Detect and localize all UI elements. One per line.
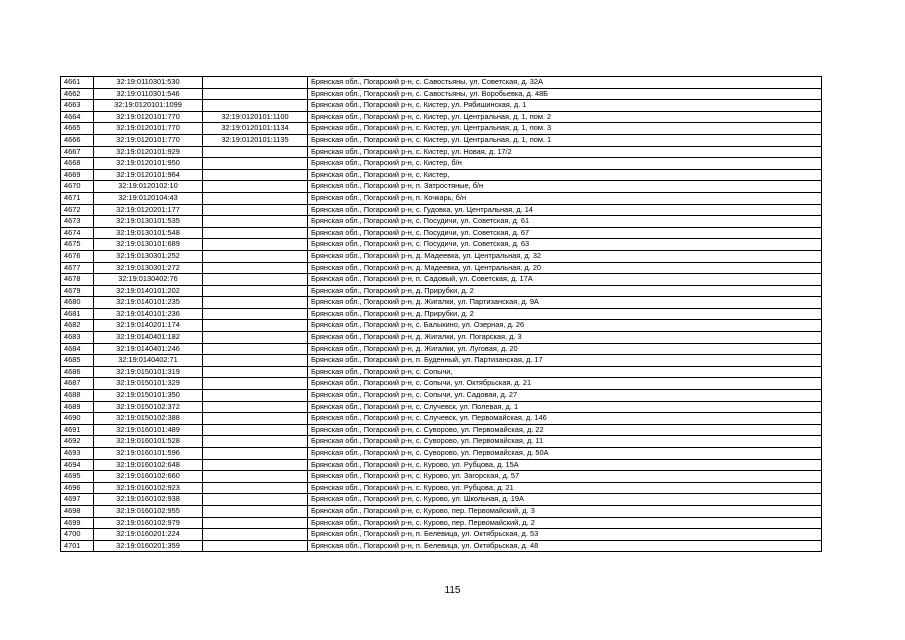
table-row	[61, 192, 822, 204]
row-number-cell: 4697	[61, 494, 94, 506]
table-row	[61, 227, 822, 239]
premises-number-cell	[203, 424, 308, 436]
table-row	[61, 169, 822, 181]
table-row	[61, 111, 822, 123]
cadastral-number-cell: 32:19:0120101:964	[94, 169, 203, 181]
row-number-cell: 4679	[61, 285, 94, 297]
row-number-cell: 4674	[61, 227, 94, 239]
table-row	[61, 297, 822, 309]
row-number-cell: 4690	[61, 413, 94, 425]
row-number-cell: 4681	[61, 308, 94, 320]
address-cell: Брянская обл., Погарский р-н, с. Кистер, ул. Центральная, д. 1, пом. 3	[308, 123, 822, 135]
cadastral-number-cell: 32:19:0140101:236	[94, 308, 203, 320]
row-number-cell: 4680	[61, 297, 94, 309]
table-row	[61, 401, 822, 413]
premises-number-cell	[203, 517, 308, 529]
address-cell: Брянская обл., Погарский р-н, д. Прирубки, д. 2	[308, 308, 822, 320]
table-row	[61, 134, 822, 146]
premises-number-cell	[203, 448, 308, 460]
row-number-cell: 4668	[61, 158, 94, 170]
cadastral-number-cell: 32:19:0160201:359	[94, 540, 203, 552]
premises-number-cell	[203, 250, 308, 262]
cadastral-number-cell: 32:19:0140402:71	[94, 355, 203, 367]
cadastral-table	[60, 76, 822, 552]
row-number-cell: 4695	[61, 471, 94, 483]
cadastral-number-cell: 32:19:0110301:530	[94, 77, 203, 89]
table-row	[61, 181, 822, 193]
premises-number-cell	[203, 227, 308, 239]
table-row	[61, 390, 822, 402]
address-cell: Брянская обл., Погарский р-н, д. Жигалки, ул. Погарская, д. 3	[308, 332, 822, 344]
cadastral-number-cell: 32:19:0150101:329	[94, 378, 203, 390]
table-row	[61, 158, 822, 170]
table-row	[61, 343, 822, 355]
row-number-cell: 4676	[61, 250, 94, 262]
premises-number-cell	[203, 494, 308, 506]
row-number-cell: 4693	[61, 448, 94, 460]
table-row	[61, 308, 822, 320]
row-number-cell: 4661	[61, 77, 94, 89]
row-number-cell: 4700	[61, 529, 94, 541]
address-cell: Брянская обл., Погарский р-н, д. Жигалки, ул. Луговая, д. 20	[308, 343, 822, 355]
table-row	[61, 448, 822, 460]
address-cell: Брянская обл., Погарский р-н, с. Савостьяны, ул. Советская, д. 32А	[308, 77, 822, 89]
row-number-cell: 4671	[61, 192, 94, 204]
row-number-cell: 4675	[61, 239, 94, 251]
premises-number-cell	[203, 355, 308, 367]
cadastral-number-cell: 32:19:0140201:174	[94, 320, 203, 332]
address-cell: Брянская обл., Погарский р-н, с. Курово, пер. Первомайский, д. 3	[308, 505, 822, 517]
cadastral-number-cell: 32:19:0140101:235	[94, 297, 203, 309]
page-number: 115	[444, 585, 461, 596]
table-row	[61, 320, 822, 332]
cadastral-number-cell: 32:19:0150102:388	[94, 413, 203, 425]
table-body	[61, 77, 822, 552]
cadastral-number-cell: 32:19:0120104:43	[94, 192, 203, 204]
address-cell: Брянская обл., Погарский р-н, п. Белевица, ул. Октябрьская, д. 48	[308, 540, 822, 552]
cadastral-number-cell: 32:19:0120102:10	[94, 181, 203, 193]
row-number-cell: 4664	[61, 111, 94, 123]
premises-number-cell	[203, 158, 308, 170]
row-number-cell: 4701	[61, 540, 94, 552]
premises-number-cell	[203, 216, 308, 228]
cadastral-number-cell: 32:19:0120201:177	[94, 204, 203, 216]
address-cell: Брянская обл., Погарский р-н, с. Кистер, ул. Центральная, д. 1, пом. 1	[308, 134, 822, 146]
premises-number-cell	[203, 343, 308, 355]
cadastral-number-cell: 32:19:0120101:770	[94, 134, 203, 146]
table-row	[61, 332, 822, 344]
premises-number-cell	[203, 169, 308, 181]
table-row	[61, 88, 822, 100]
address-cell: Брянская обл., Погарский р-н, с. Сопычи, ул. Садовая, д. 27	[308, 390, 822, 402]
cadastral-number-cell: 32:19:0160102:923	[94, 482, 203, 494]
address-cell: Брянская обл., Погарский р-н, д. Прирубки, д. 2	[308, 285, 822, 297]
row-number-cell: 4685	[61, 355, 94, 367]
address-cell: Брянская обл., Погарский р-н, с. Кистер, ул. Центральная, д. 1, пом. 2	[308, 111, 822, 123]
row-number-cell: 4686	[61, 366, 94, 378]
address-cell: Брянская обл., Погарский р-н, с. Кистер,	[308, 169, 822, 181]
table-row	[61, 123, 822, 135]
premises-number-cell	[203, 181, 308, 193]
premises-number-cell: 32:19:0120101:1100	[203, 111, 308, 123]
address-cell: Брянская обл., Погарский р-н, с. Курово, ул. Загорская, д. 57	[308, 471, 822, 483]
address-cell: Брянская обл., Погарский р-н, п. Кочкарь, б/н	[308, 192, 822, 204]
row-number-cell: 4662	[61, 88, 94, 100]
table-row	[61, 413, 822, 425]
table-row	[61, 239, 822, 251]
cadastral-number-cell: 32:19:0160102:979	[94, 517, 203, 529]
table-row	[61, 436, 822, 448]
premises-number-cell: 32:19:0120101:1135	[203, 134, 308, 146]
premises-number-cell	[203, 529, 308, 541]
table-row	[61, 424, 822, 436]
cadastral-number-cell: 32:19:0160102:955	[94, 505, 203, 517]
premises-number-cell	[203, 88, 308, 100]
cadastral-number-cell: 32:19:0130301:252	[94, 250, 203, 262]
address-cell: Брянская обл., Погарский р-н, д. Мадеевка, ул. Центральная, д. 32	[308, 250, 822, 262]
row-number-cell: 4691	[61, 424, 94, 436]
row-number-cell: 4665	[61, 123, 94, 135]
row-number-cell: 4673	[61, 216, 94, 228]
table-row	[61, 250, 822, 262]
row-number-cell: 4694	[61, 459, 94, 471]
cadastral-number-cell: 32:19:0120101:770	[94, 123, 203, 135]
cadastral-number-cell: 32:19:0140401:182	[94, 332, 203, 344]
table-row	[61, 459, 822, 471]
premises-number-cell	[203, 366, 308, 378]
premises-number-cell	[203, 146, 308, 158]
table-row	[61, 262, 822, 274]
cadastral-number-cell: 32:19:0130101:689	[94, 239, 203, 251]
cadastral-number-cell: 32:19:0120101:929	[94, 146, 203, 158]
address-cell: Брянская обл., Погарский р-н, с. Сопычи, ул. Октябрьская, д. 21	[308, 378, 822, 390]
table-row	[61, 285, 822, 297]
cadastral-number-cell: 32:19:0110301:546	[94, 88, 203, 100]
cadastral-number-cell: 32:19:0130301:272	[94, 262, 203, 274]
premises-number-cell	[203, 482, 308, 494]
row-number-cell: 4689	[61, 401, 94, 413]
address-cell: Брянская обл., Погарский р-н, с. Случевск, ул. Полевая, д. 1	[308, 401, 822, 413]
premises-number-cell	[203, 378, 308, 390]
premises-number-cell	[203, 192, 308, 204]
row-number-cell: 4684	[61, 343, 94, 355]
table-row	[61, 517, 822, 529]
cadastral-number-cell: 32:19:0160101:528	[94, 436, 203, 448]
table-row	[61, 494, 822, 506]
table-row	[61, 204, 822, 216]
premises-number-cell	[203, 332, 308, 344]
address-cell: Брянская обл., Погарский р-н, с. Гудовка, ул. Центральная, д. 14	[308, 204, 822, 216]
row-number-cell: 4696	[61, 482, 94, 494]
cadastral-number-cell: 32:19:0120101:1099	[94, 100, 203, 112]
cadastral-number-cell: 32:19:0150101:319	[94, 366, 203, 378]
table-row	[61, 216, 822, 228]
address-cell: Брянская обл., Погарский р-н, д. Жигалки, ул. Партизанская, д. 9А	[308, 297, 822, 309]
cadastral-number-cell: 32:19:0140401:246	[94, 343, 203, 355]
cadastral-number-cell: 32:19:0120101:770	[94, 111, 203, 123]
address-cell: Брянская обл., Погарский р-н, с. Кистер, ул. Новая, д. 17/2	[308, 146, 822, 158]
row-number-cell: 4692	[61, 436, 94, 448]
cadastral-number-cell: 32:19:0150101:350	[94, 390, 203, 402]
premises-number-cell	[203, 390, 308, 402]
premises-number-cell	[203, 285, 308, 297]
table-row	[61, 355, 822, 367]
table-row	[61, 366, 822, 378]
row-number-cell: 4688	[61, 390, 94, 402]
table-row	[61, 100, 822, 112]
row-number-cell: 4663	[61, 100, 94, 112]
address-cell: Брянская обл., Погарский р-н, с. Курово, ул. Школьная, д. 19А	[308, 494, 822, 506]
premises-number-cell	[203, 239, 308, 251]
premises-number-cell	[203, 308, 308, 320]
address-cell: Брянская обл., Погарский р-н, с. Кистер, ул. Рябишинская, д. 1	[308, 100, 822, 112]
row-number-cell: 4682	[61, 320, 94, 332]
cadastral-number-cell: 32:19:0130402:76	[94, 274, 203, 286]
premises-number-cell	[203, 204, 308, 216]
cadastral-number-cell: 32:19:0160102:938	[94, 494, 203, 506]
address-cell: Брянская обл., Погарский р-н, с. Балыкино, ул. Озерная, д. 26	[308, 320, 822, 332]
row-number-cell: 4669	[61, 169, 94, 181]
cadastral-number-cell: 32:19:0160102:648	[94, 459, 203, 471]
address-cell: Брянская обл., Погарский р-н, с. Посудичи, ул. Советская, д. 67	[308, 227, 822, 239]
address-cell: Брянская обл., Погарский р-н, д. Мадеевка, ул. Центральная, д. 20	[308, 262, 822, 274]
premises-number-cell	[203, 413, 308, 425]
premises-number-cell	[203, 262, 308, 274]
table-row	[61, 540, 822, 552]
cadastral-number-cell: 32:19:0160101:596	[94, 448, 203, 460]
premises-number-cell	[203, 100, 308, 112]
premises-number-cell: 32:19:0120101:1134	[203, 123, 308, 135]
address-cell: Брянская обл., Погарский р-н, с. Суворово, ул. Первомайская, д. 22	[308, 424, 822, 436]
cadastral-number-cell: 32:19:0130101:535	[94, 216, 203, 228]
premises-number-cell	[203, 471, 308, 483]
table-row	[61, 505, 822, 517]
row-number-cell: 4672	[61, 204, 94, 216]
address-cell: Брянская обл., Погарский р-н, п. Белевица, ул. Октябрьская, д. 53	[308, 529, 822, 541]
address-cell: Брянская обл., Погарский р-н, п. Буденный, ул. Партизанская, д. 17	[308, 355, 822, 367]
premises-number-cell	[203, 274, 308, 286]
cadastral-number-cell: 32:19:0160201:224	[94, 529, 203, 541]
row-number-cell: 4678	[61, 274, 94, 286]
row-number-cell: 4683	[61, 332, 94, 344]
row-number-cell: 4698	[61, 505, 94, 517]
premises-number-cell	[203, 320, 308, 332]
row-number-cell: 4670	[61, 181, 94, 193]
address-cell: Брянская обл., Погарский р-н, с. Суворово, ул. Первомайская, д. 11	[308, 436, 822, 448]
cadastral-number-cell: 32:19:0160102:660	[94, 471, 203, 483]
table-row	[61, 77, 822, 89]
premises-number-cell	[203, 436, 308, 448]
address-cell: Брянская обл., Погарский р-н, с. Савостьяны, ул. Воробьевка, д. 48Б	[308, 88, 822, 100]
cadastral-number-cell: 32:19:0160101:489	[94, 424, 203, 436]
premises-number-cell	[203, 77, 308, 89]
row-number-cell: 4666	[61, 134, 94, 146]
table-row	[61, 529, 822, 541]
cadastral-number-cell: 32:19:0120101:950	[94, 158, 203, 170]
address-cell: Брянская обл., Погарский р-н, с. Курово, ул. Рубцова, д. 15А	[308, 459, 822, 471]
address-cell: Брянская обл., Погарский р-н, с. Сопычи,	[308, 366, 822, 378]
row-number-cell: 4699	[61, 517, 94, 529]
row-number-cell: 4667	[61, 146, 94, 158]
address-cell: Брянская обл., Погарский р-н, п. Затростяные, б/н	[308, 181, 822, 193]
row-number-cell: 4687	[61, 378, 94, 390]
cadastral-number-cell: 32:19:0130101:548	[94, 227, 203, 239]
table-row	[61, 146, 822, 158]
table-row	[61, 471, 822, 483]
premises-number-cell	[203, 505, 308, 517]
address-cell: Брянская обл., Погарский р-н, с. Курово, пер. Первомайский, д. 2	[308, 517, 822, 529]
address-cell: Брянская обл., Погарский р-н, с. Курово, ул. Рубцова, д. 21	[308, 482, 822, 494]
table-row	[61, 378, 822, 390]
premises-number-cell	[203, 459, 308, 471]
premises-number-cell	[203, 540, 308, 552]
premises-number-cell	[203, 401, 308, 413]
cadastral-number-cell: 32:19:0140101:202	[94, 285, 203, 297]
address-cell: Брянская обл., Погарский р-н, с. Случевск, ул. Первомайская, д. 146	[308, 413, 822, 425]
address-cell: Брянская обл., Погарский р-н, с. Кистер, б/н	[308, 158, 822, 170]
premises-number-cell	[203, 297, 308, 309]
address-cell: Брянская обл., Погарский р-н, с. Посудичи, ул. Советская, д. 63	[308, 239, 822, 251]
address-cell: Брянская обл., Погарский р-н, с. Суворово, ул. Первомайская, д. 50А	[308, 448, 822, 460]
table-row	[61, 482, 822, 494]
address-cell: Брянская обл., Погарский р-н, с. Посудичи, ул. Советская, д. 61	[308, 216, 822, 228]
cadastral-number-cell: 32:19:0150102:372	[94, 401, 203, 413]
row-number-cell: 4677	[61, 262, 94, 274]
address-cell: Брянская обл., Погарский р-н, п. Садовый, ул. Советская, д. 17А	[308, 274, 822, 286]
table-row	[61, 274, 822, 286]
